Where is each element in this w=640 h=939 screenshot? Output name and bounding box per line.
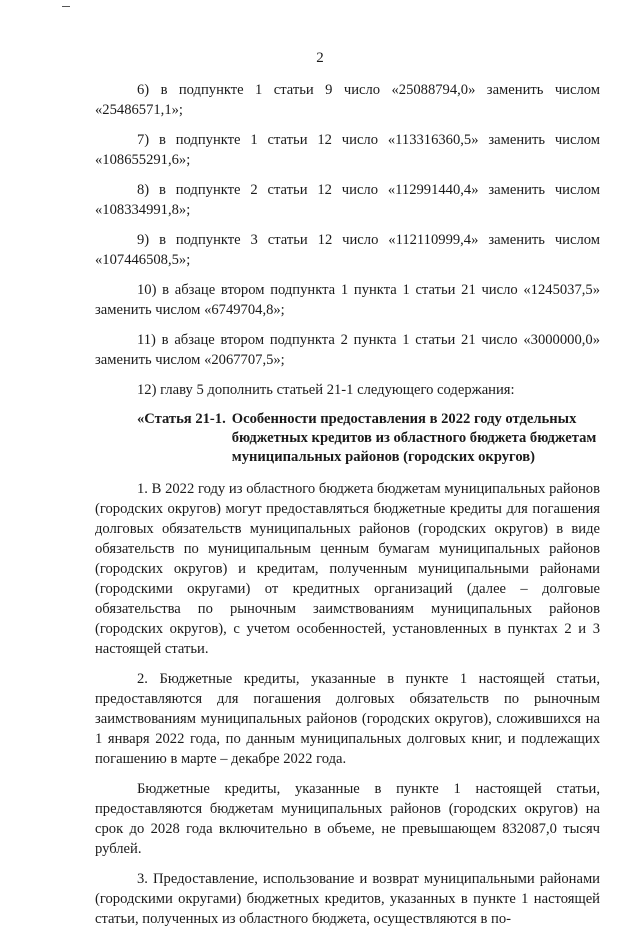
- list-item-6: 6) в подпункте 1 статьи 9 число «25088794,0» заменить числом «25486571,1»;: [95, 82, 600, 118]
- document-body: [95, 80, 600, 939]
- article-paragraph-1: 1. В 2022 году из областного бюджета бюджетам муниципальных районов (городских округов) могут предоставляться бюджетные кредиты для погашения долговых обязательств муниципальных районов (городских округов) в виде обязательств по муниципальным ценным бумагам муниципальных районов (городских округов) и кредитам, полученным муниципальными районами (городскими округами) от кредитных организаций (далее – долговые обязательства по рыночным заимствованиям муниципальных районов (городских округов), с учетом особенностей, установленных в пунктах 2 и 3 настоящей статьи.: [95, 481, 600, 657]
- list-item-7: 7) в подпункте 1 статьи 12 число «113316360,5» заменить числом «108655291,6»;: [95, 132, 600, 168]
- article-paragraph-3: 3. Предоставление, использование и возврат муниципальными районами (городскими округами) бюджетных кредитов, указанных в пункте 1 настоящей статьи, полученных из областного бюджета, осуществляются в по-: [95, 871, 600, 927]
- list-item-11: 11) в абзаце втором подпункта 2 пункта 1 статьи 21 число «3000000,0» заменить числом «2067707,5»;: [95, 332, 600, 368]
- article-paragraph-2: 2. Бюджетные кредиты, указанные в пункте 1 настоящей статьи, предоставляются для погашения долговых обязательств по рыночным заимствованиям муниципальных районов (городских округов), сложившихся на 1 января 2022 года, по данным муниципальных долговых книг, и подлежащих погашению в марте – декабре 2022 года.: [95, 671, 600, 767]
- article-heading: [95, 410, 600, 467]
- list-item-12: 12) главу 5 дополнить статьей 21-1 следующего содержания:: [137, 382, 515, 398]
- list-item-10: 10) в абзаце втором подпункта 1 пункта 1 статьи 21 число «1245037,5» заменить числом «6749704,8»;: [95, 282, 600, 318]
- list-item-8: 8) в подпункте 2 статьи 12 число «112991440,4» заменить числом «108334991,8»;: [95, 182, 600, 218]
- page-number: 2: [316, 50, 324, 66]
- article-paragraph-2b: Бюджетные кредиты, указанные в пункте 1 настоящей статьи, предоставляются бюджетам муниципальных районов (городских округов) на срок до 2028 года включительно в объеме, не превышающем 832087,0 тысяч рублей.: [95, 781, 600, 857]
- scan-mark: [62, 6, 70, 7]
- list-item-9: 9) в подпункте 3 статьи 12 число «112110999,4» заменить числом «107446508,5»;: [95, 232, 600, 268]
- article-title: Особенности предоставления в 2022 году отдельных бюджетных кредитов из областного бюджета бюджетам муниципальных районов (городских округов): [231, 411, 597, 465]
- article-label: «Статья 21-1.: [137, 411, 226, 427]
